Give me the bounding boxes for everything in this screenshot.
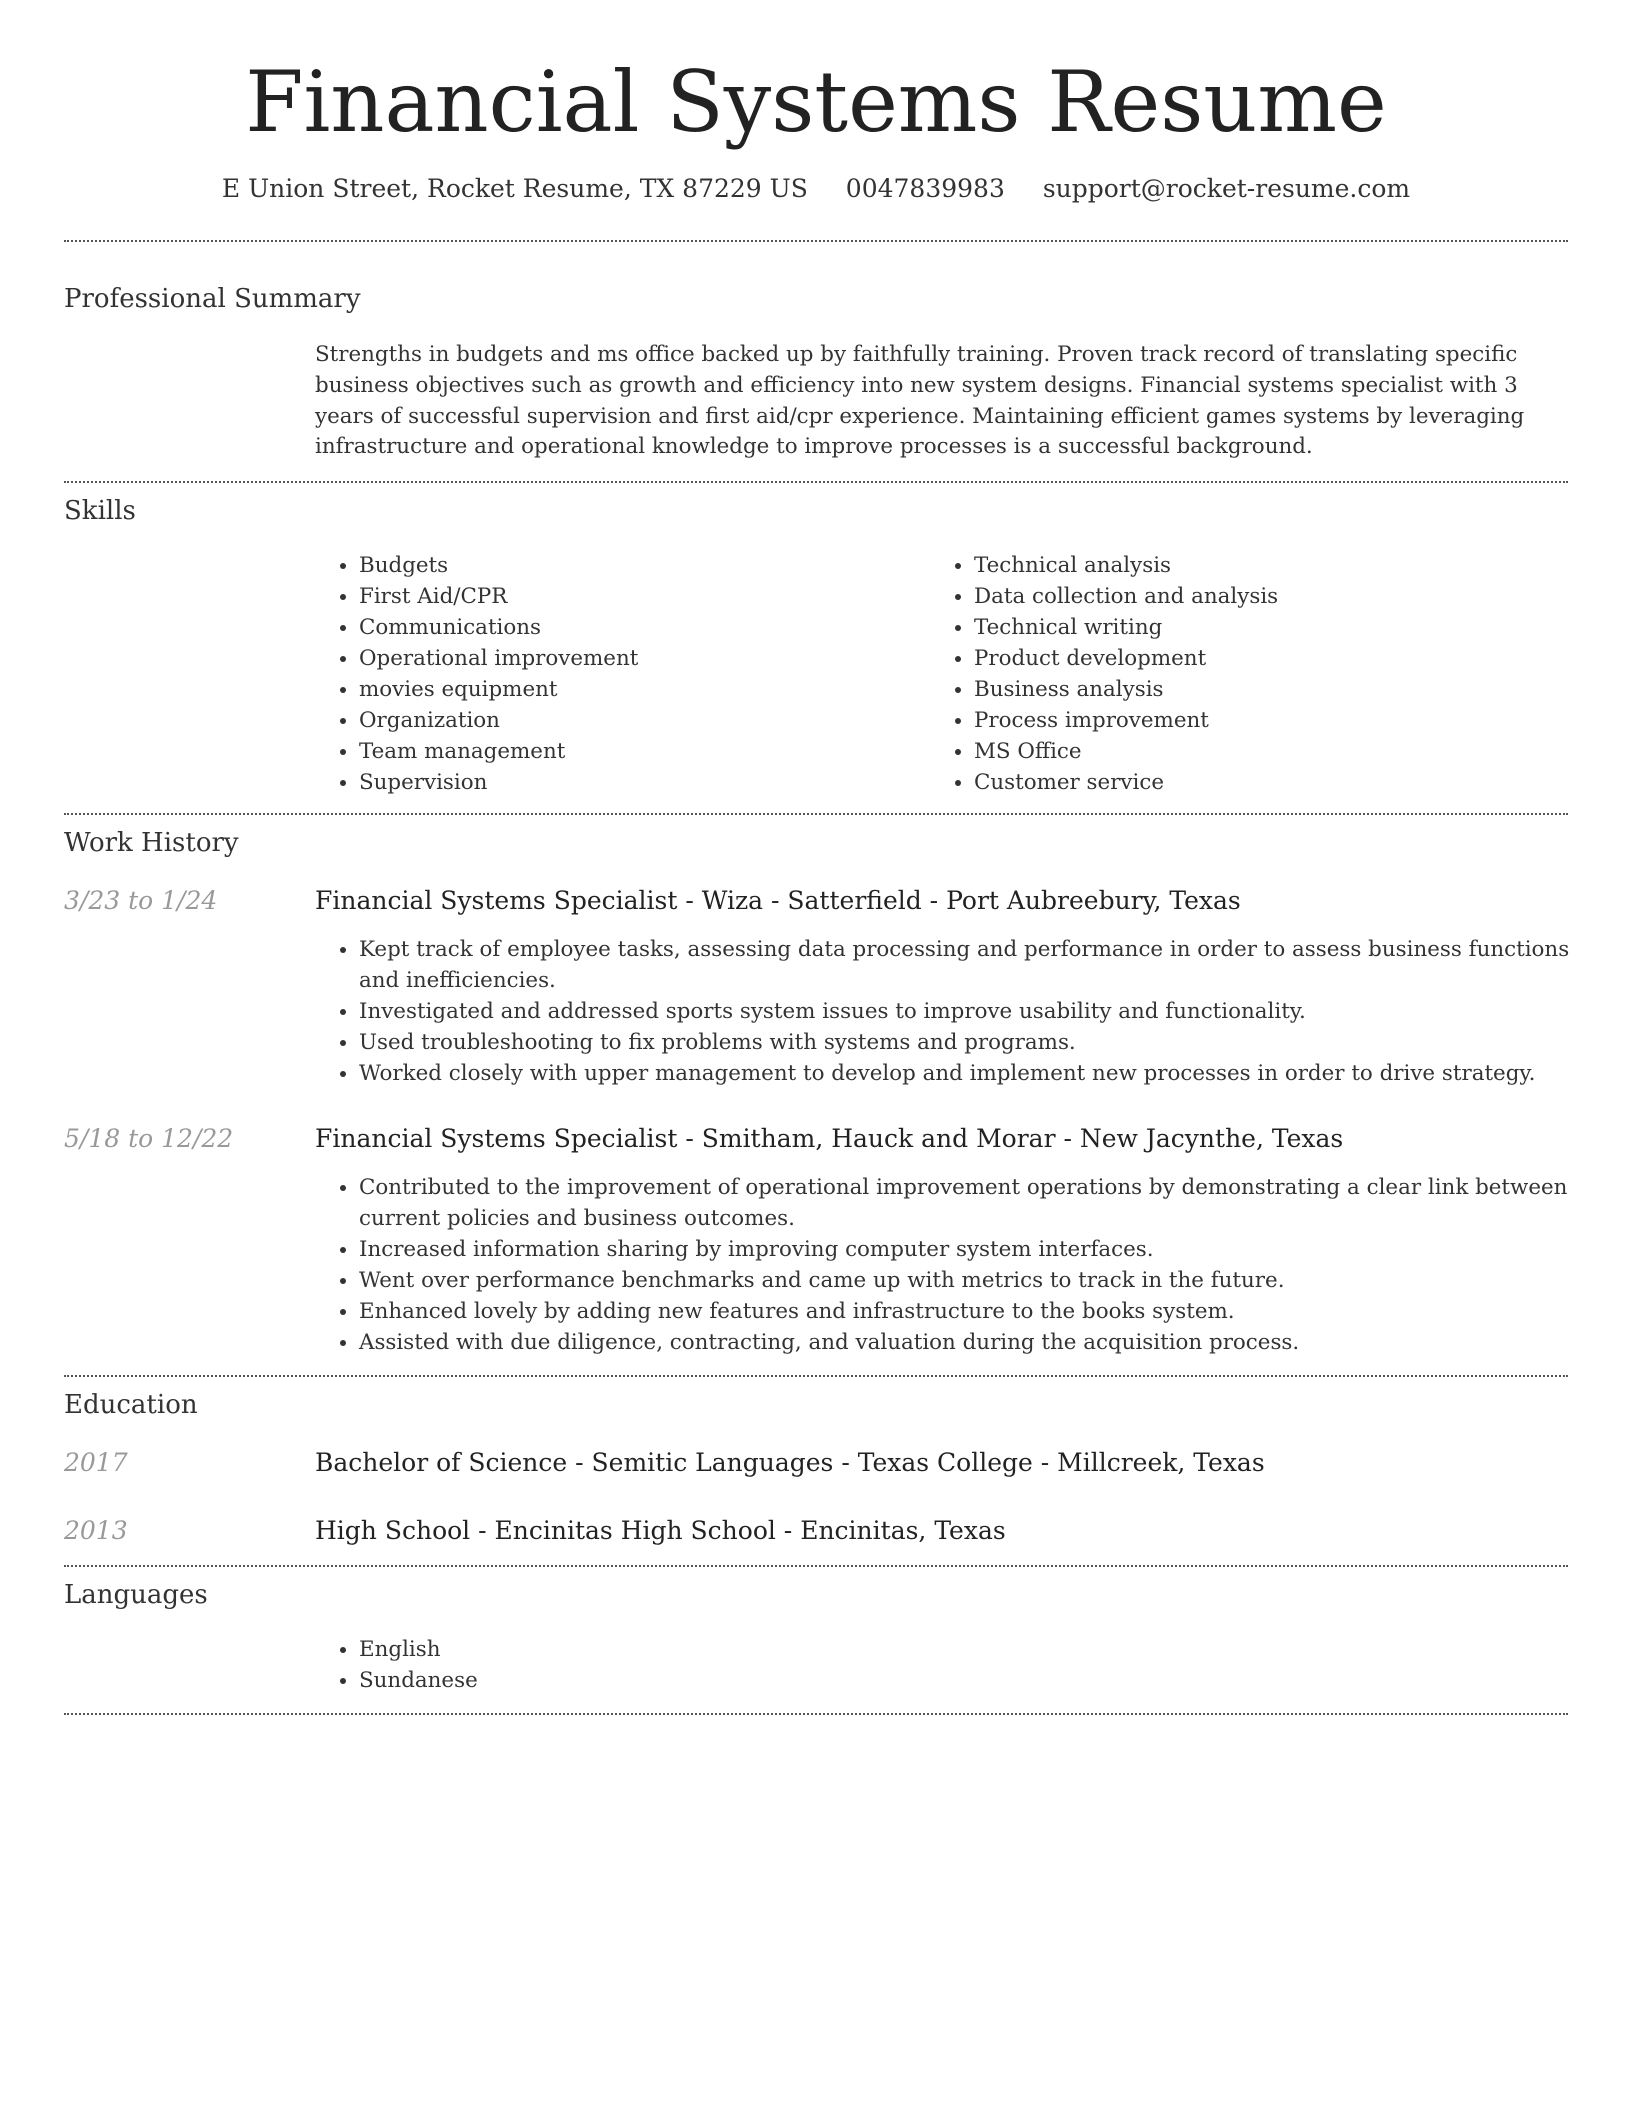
skill-item: • Technical writing: [974, 612, 1550, 643]
job-bullet: • Assisted with due diligence, contracting, and valuation during the acquisition process.: [359, 1327, 1570, 1358]
education-title: High School - Encinitas High School - Encinitas, Texas: [315, 1516, 1006, 1545]
skill-item: • Budgets: [359, 550, 895, 581]
language-item: • English: [359, 1634, 1570, 1665]
section-divider: [64, 481, 1568, 483]
job-bullets: [315, 1172, 1570, 1358]
skill-item: • MS Office: [974, 736, 1550, 767]
job-bullets: [315, 934, 1570, 1089]
language-item: • Sundanese: [359, 1665, 1570, 1696]
section-divider: [64, 1565, 1568, 1567]
contact-phone: 0047839983: [845, 174, 1005, 203]
job-bullet: • Kept track of employee tasks, assessing data processing and performance in order to assess business functions and inefficiencies.: [359, 934, 1570, 996]
languages-heading: Languages: [64, 1580, 208, 1610]
section-divider: [64, 1375, 1568, 1377]
skill-item: • Product development: [974, 643, 1550, 674]
skill-item: • movies equipment: [359, 674, 895, 705]
skills-heading: Skills: [64, 496, 136, 526]
skills-column-left: [315, 550, 895, 798]
summary-text: Strengths in budgets and ms office backed up by faithfully training. Proven track record of translating specific business objectives such as growth and efficiency into new system designs. Financial systems specialist with 3 years of successful supervision and first aid/cpr experience. Maintaining efficient games systems by leveraging infrastructure and operational knowledge to improve processes is a successful background.: [315, 342, 1525, 460]
skill-item: • Customer service: [974, 767, 1550, 798]
summary-heading: Professional Summary: [64, 284, 361, 314]
contact-line: [0, 172, 1632, 206]
skill-item: • Operational improvement: [359, 643, 895, 674]
job-bullet: • Enhanced lovely by adding new features and infrastructure to the books system.: [359, 1296, 1570, 1327]
job-bullet: • Went over performance benchmarks and came up with metrics to track in the future.: [359, 1265, 1570, 1296]
job-bullet: • Worked closely with upper management to develop and implement new processes in order to drive strategy.: [359, 1058, 1570, 1089]
languages-list: [315, 1634, 1570, 1696]
section-divider: [64, 813, 1568, 815]
job-title: Financial Systems Specialist - Smitham, Hauck and Morar - New Jacynthe, Texas: [315, 1124, 1344, 1153]
skill-item: • Supervision: [359, 767, 895, 798]
job-dates: 3/23 to 1/24: [64, 886, 218, 915]
education-year: 2013: [64, 1516, 128, 1545]
skill-item: • Organization: [359, 705, 895, 736]
education-heading: Education: [64, 1390, 198, 1420]
section-divider: [64, 240, 1568, 242]
job-title: Financial Systems Specialist - Wiza - Satterfield - Port Aubreebury, Texas: [315, 886, 1241, 915]
job-bullet: • Used troubleshooting to fix problems with systems and programs.: [359, 1027, 1570, 1058]
job-bullet: • Increased information sharing by improving computer system interfaces.: [359, 1234, 1570, 1265]
job-bullet: • Investigated and addressed sports system issues to improve usability and functionality.: [359, 996, 1570, 1027]
skills-column-right: [930, 550, 1550, 798]
contact-email: support@rocket-resume.com: [1042, 174, 1411, 203]
job-dates: 5/18 to 12/22: [64, 1124, 234, 1153]
skill-item: • Team management: [359, 736, 895, 767]
education-title: Bachelor of Science - Semitic Languages - Texas College - Millcreek, Texas: [315, 1448, 1265, 1477]
skill-item: • Communications: [359, 612, 895, 643]
skill-item: • Business analysis: [974, 674, 1550, 705]
skill-item: • Technical analysis: [974, 550, 1550, 581]
contact-address: E Union Street, Rocket Resume, TX 87229 US: [221, 174, 808, 203]
resume-title: Financial Systems Resume: [245, 53, 1387, 151]
job-bullet: • Contributed to the improvement of operational improvement operations by demonstrating a clear link between current policies and business outcomes.: [359, 1172, 1570, 1234]
skill-item: • Process improvement: [974, 705, 1550, 736]
section-divider: [64, 1713, 1568, 1715]
education-year: 2017: [64, 1448, 128, 1477]
skill-item: • First Aid/CPR: [359, 581, 895, 612]
skill-item: • Data collection and analysis: [974, 581, 1550, 612]
work-history-heading: Work History: [64, 828, 239, 858]
